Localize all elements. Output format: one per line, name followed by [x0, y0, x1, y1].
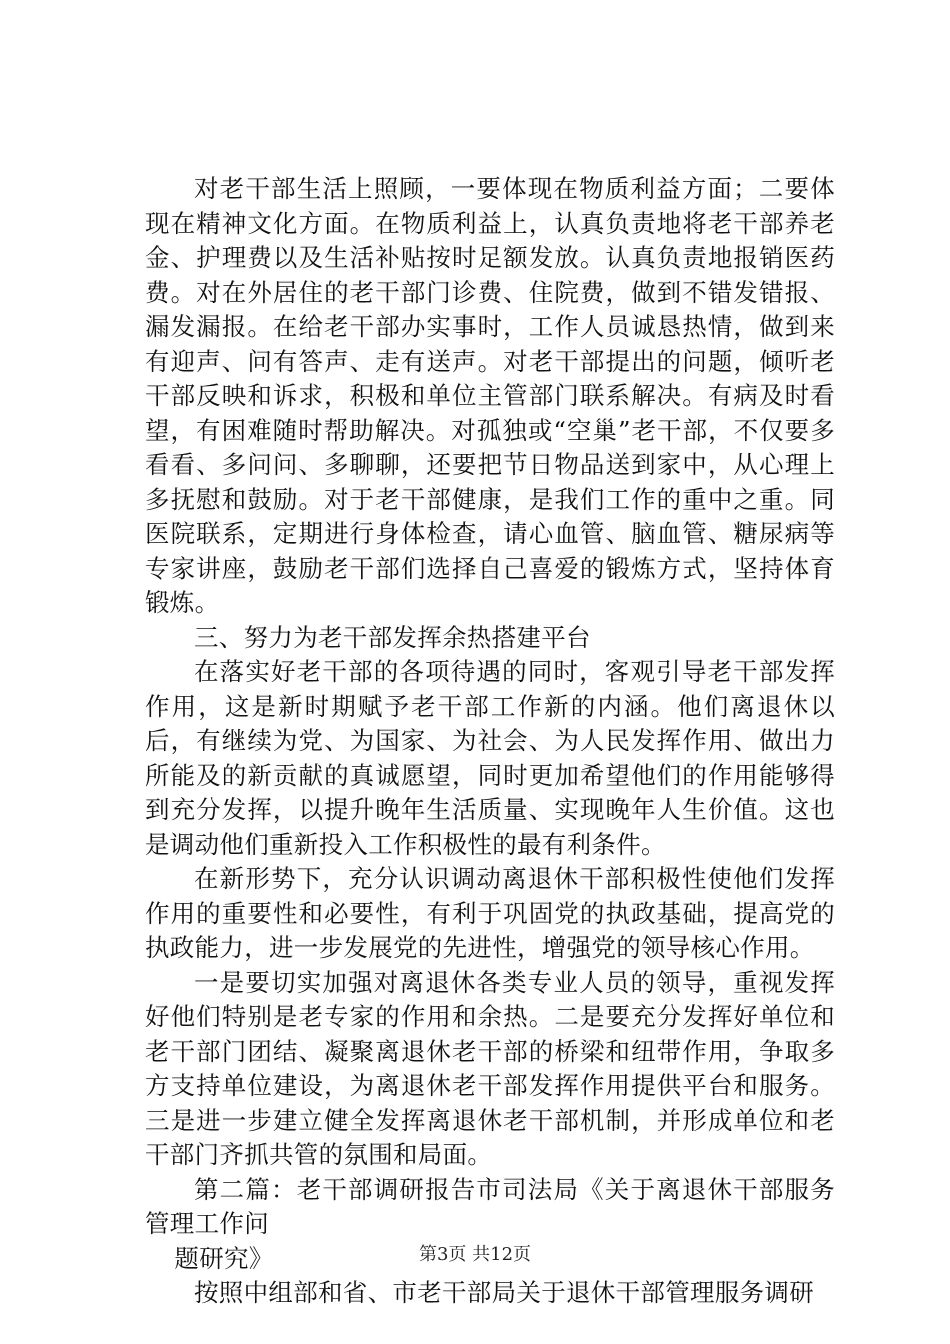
- paragraph-intro: 按照中组部和省、市老干部局关于退休干部管理服务调研: [194, 1278, 814, 1307]
- section-heading-three: 三、努力为老干部发挥余热搭建平台: [194, 622, 591, 652]
- document-body: [145, 172, 835, 1311]
- chapter-two-title: 第二篇：老干部调研报告市司法局《关于离退休干部服务管理工作问: [145, 1174, 835, 1238]
- page-number-footer: 第3页 共12页: [418, 1244, 532, 1265]
- paragraph-measures: 一是要切实加强对离退休各类专业人员的领导，重视发挥好他们特别是老专家的作用和余热。二是要充分发挥好单位和老干部门团结、凝聚离退休老干部的桥梁和纽带作用，争取多方支持单位建设，为离退休老干部发挥作用提供平台和服务。三是进一步建立健全发挥离退休老干部机制，并形成单位和老干部门齐抓共管的氛围和局面。: [145, 967, 835, 1169]
- paragraph-new-situation: 在新形势下，充分认识调动离退休干部积极性使他们发挥作用的重要性和必要性，有利于巩固党的执政基础，提高党的执政能力，进一步发展党的先进性，增强党的领导核心作用。: [145, 864, 835, 962]
- paragraph-role: 在落实好老干部的各项待遇的同时，客观引导老干部发挥作用，这是新时期赋予老干部工作新的内涵。他们离退休以后，有继续为党、为国家、为社会、为人民发挥作用、做出力所能及的新贡献的真诚愿望，同时更加希望他们的作用能够得到充分发挥，以提升晚年生活质量、实现晚年人生价值。这也是调动他们重新投入工作积极性的最有利条件。: [145, 657, 835, 859]
- paragraph-care: 对老干部生活上照顾，一要体现在物质利益方面；二要体现在精神文化方面。在物质利益上，认真负责地将老干部养老金、护理费以及生活补贴按时足额发放。认真负责地报销医药费。对在外居住的老干部门诊费、住院费，做到不错发错报、漏发漏报。在给老干部办实事时，工作人员诚恳热情，做到来有迎声、问有答声、走有送声。对老干部提出的问题，倾听老干部反映和诉求，积极和单位主管部门联系解决。有病及时看望，有困难随时帮助解决。对孤独或“空巢”老干部，不仅要多看看、多问问、多聊聊，还要把节日物品送到家中，从心理上多抚慰和鼓励。对于老干部健康，是我们工作的重中之重。同医院联系，定期进行身体检查，请心血管、脑血管、糖尿病等专家讲座，鼓励老干部们选择自己喜爱的锻炼方式，坚持体育锻炼。: [145, 174, 835, 617]
- chapter-two-title-continued: 题研究》: [174, 1243, 274, 1273]
